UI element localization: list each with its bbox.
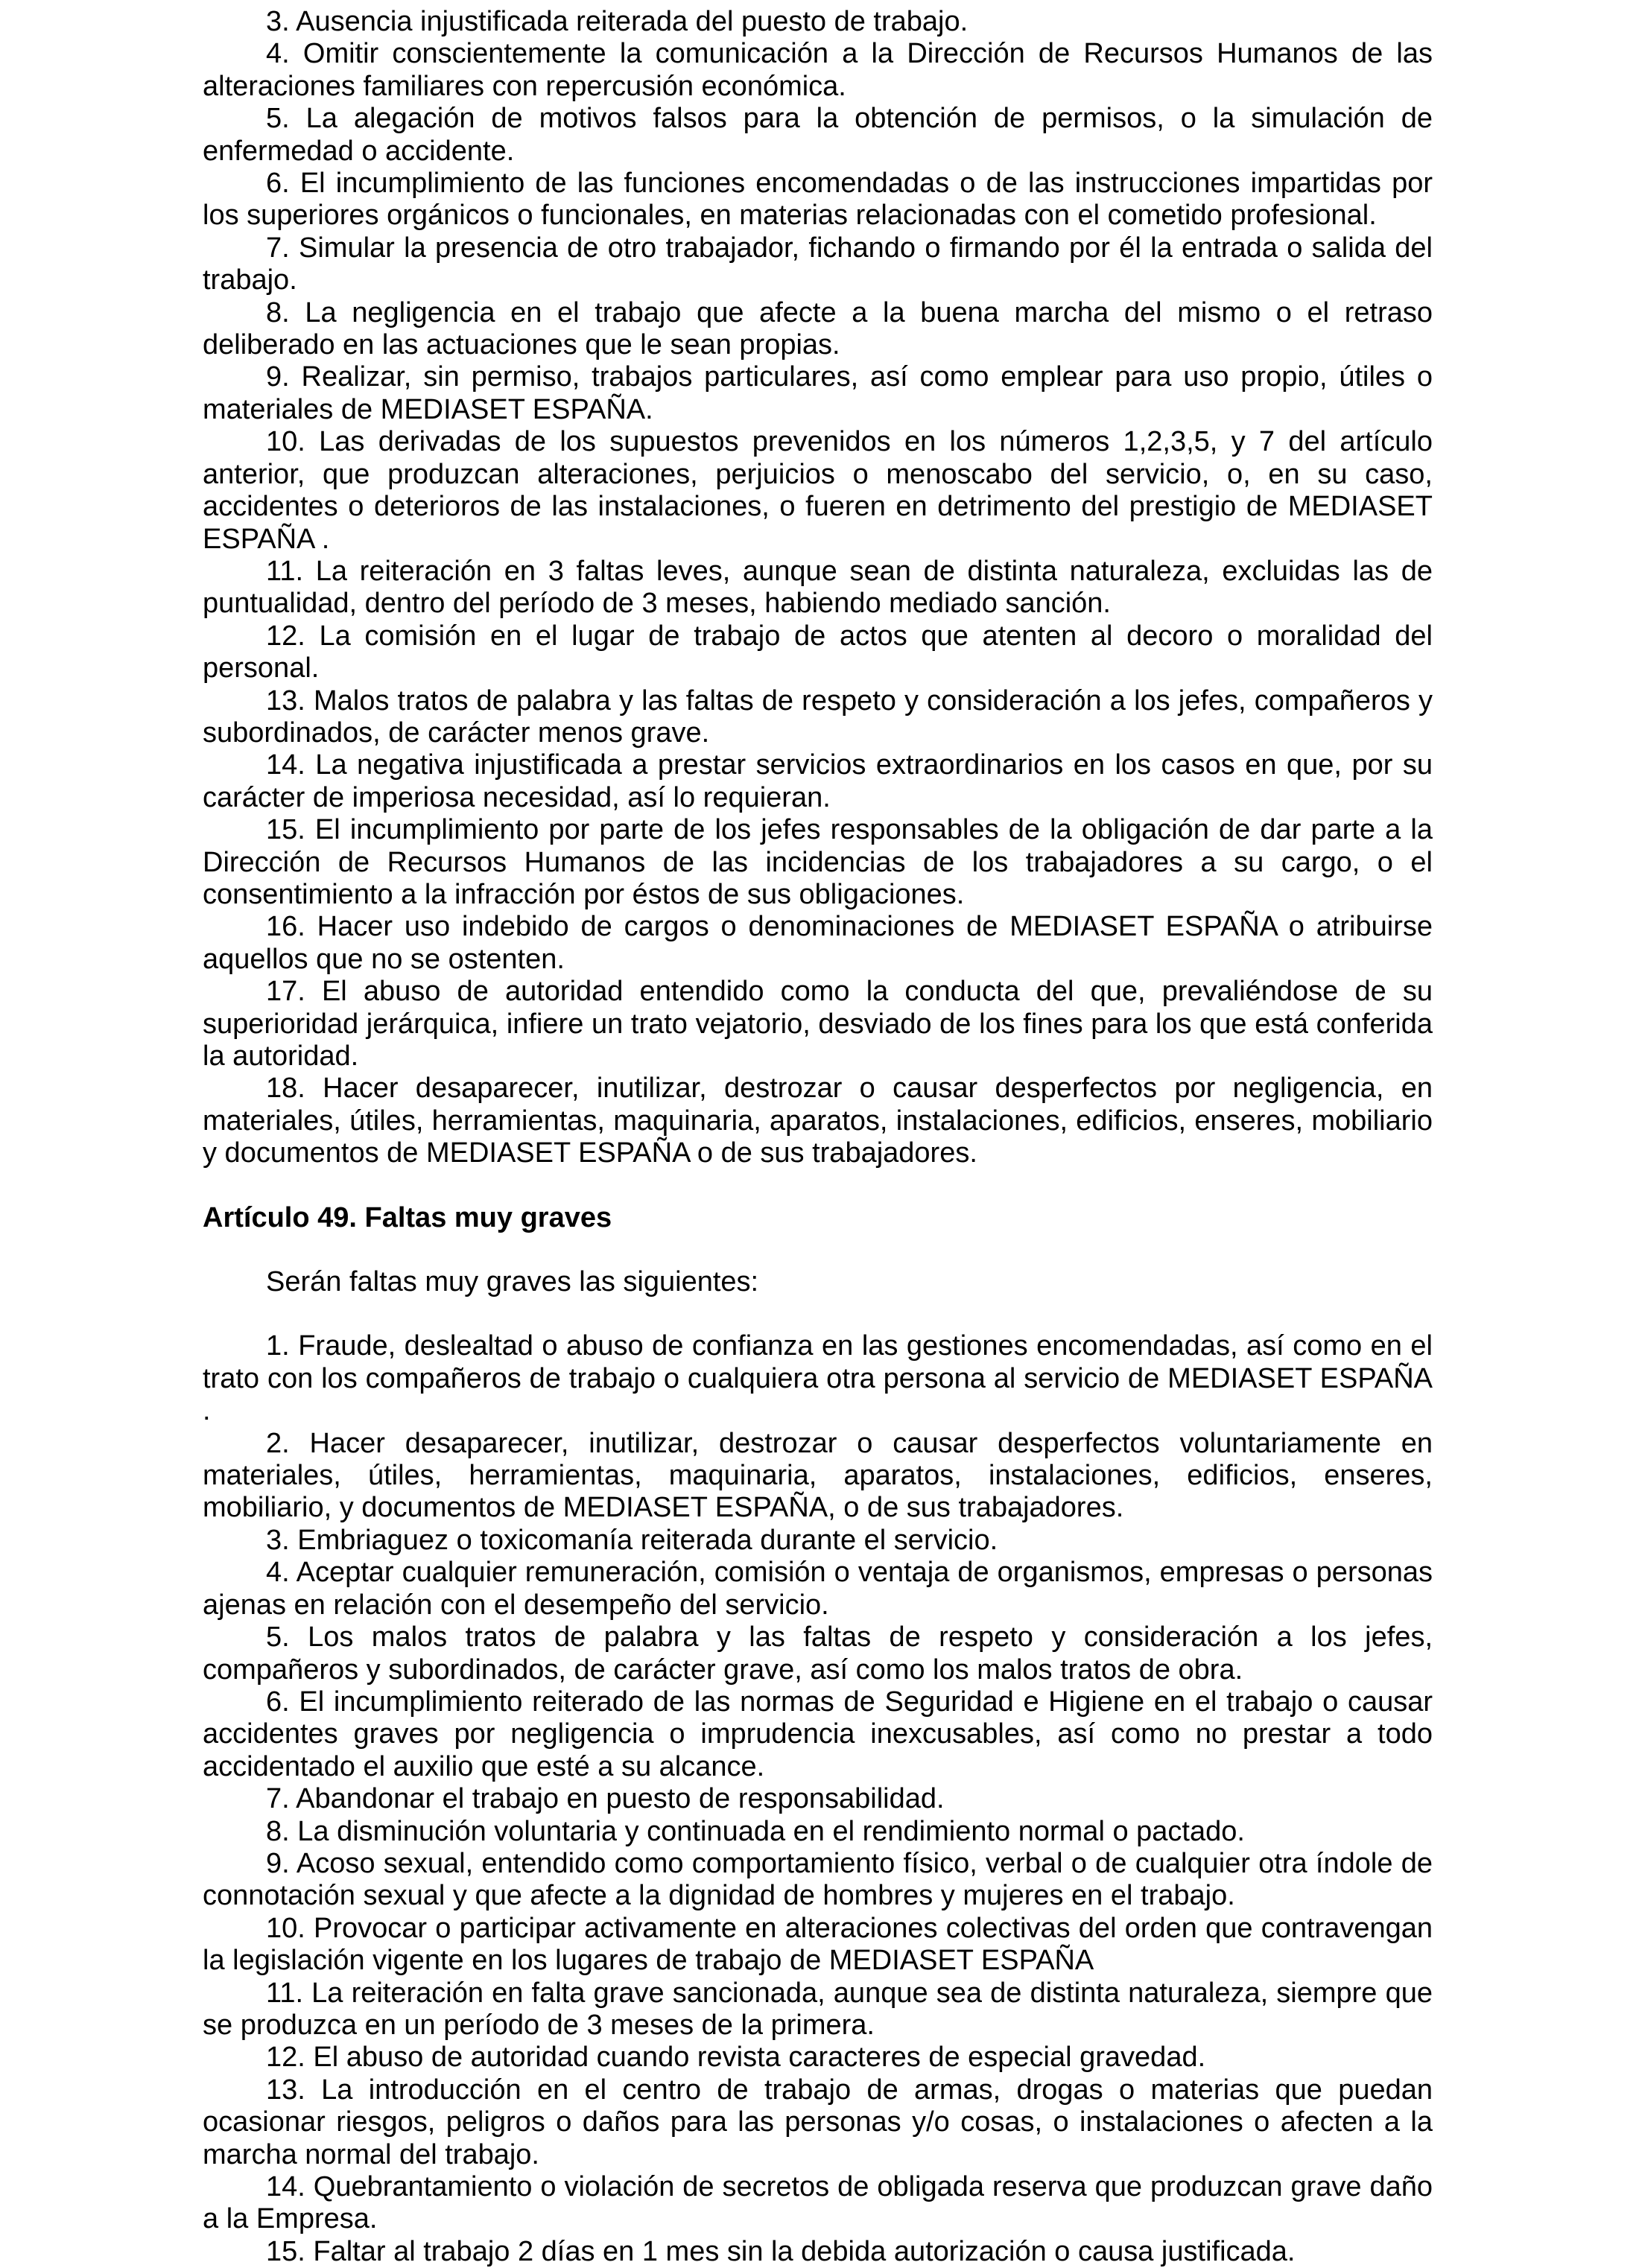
article49-item-1: 1. Fraude, deslealtad o abuso de confianza en las gestiones encomendadas, así como en el trato con los compañeros de trabajo o cualquiera otra persona al servicio de MEDIASET ESPAÑA . bbox=[203, 1330, 1433, 1427]
article48-item-6: 6. El incumplimiento de las funciones encomendadas o de las instrucciones impartidas por los superiores orgánicos o funcionales, en materias relacionadas con el cometido profesional. bbox=[203, 168, 1433, 232]
article48-item-13: 13. Malos tratos de palabra y las faltas de respeto y consideración a los jefes, compañeros y subordinados, de carácter menos grave. bbox=[203, 684, 1433, 749]
article48-item-4: 4. Omitir conscientemente la comunicación a la Dirección de Recursos Humanos de las alteraciones familiares con repercusión económica. bbox=[203, 38, 1433, 102]
article49-item-5: 5. Los malos tratos de palabra y las faltas de respeto y consideración a los jefes, compañeros y subordinados, de carácter grave, así como los malos tratos de obra. bbox=[203, 1621, 1433, 1686]
article49-heading: Artículo 49. Faltas muy graves bbox=[203, 1201, 612, 1233]
article49-item-12: 12. El abuso de autoridad cuando revista caracteres de especial gravedad. bbox=[266, 2042, 1206, 2074]
article48-item-17: 17. El abuso de autoridad entendido como la conducta del que, prevaliéndose de su superioridad jerárquica, infiere un trato vejatorio, desviado de los fines para los que está conferida la autoridad. bbox=[203, 976, 1433, 1072]
article48-item-15: 15. El incumplimiento por parte de los jefes responsables de la obligación de dar parte a la Dirección de Recursos Humanos de las incidencias de los trabajadores a su cargo, o el consentimiento a la infracción por éstos de sus obligaciones. bbox=[203, 814, 1433, 910]
article49-item-10: 10. Provocar o participar activamente en alteraciones colectivas del orden que contravengan la legislación vigente en los lugares de trabajo de MEDIASET ESPAÑA bbox=[203, 1912, 1433, 1977]
article49-item-14: 14. Quebrantamiento o violación de secretos de obligada reserva que produzcan grave daño a la Empresa. bbox=[203, 2171, 1433, 2235]
article48-item-10: 10. Las derivadas de los supuestos prevenidos en los números 1,2,3,5, y 7 del artículo anterior, que produzcan alteraciones, perjuicios o menoscabo del servicio, o, en su caso, accidentes o deterioros de las instalaciones, o fueren en detrimento del prestigio de MEDIASET ESPAÑA . bbox=[203, 426, 1433, 555]
article49-item-9: 9. Acoso sexual, entendido como comportamiento físico, verbal o de cualquier otra índole de connotación sexual y que afecte a la dignidad de hombres y mujeres en el trabajo. bbox=[203, 1847, 1433, 1912]
article49-item-11: 11. La reiteración en falta grave sancionada, aunque sea de distinta naturaleza, siempre que se produzca en un período de 3 meses de la primera. bbox=[203, 1977, 1433, 2041]
text-block bbox=[203, 6, 1433, 2268]
article48-item-18: 18. Hacer desaparecer, inutilizar, destrozar o causar desperfectos por negligencia, en materiales, útiles, herramientas, maquinaria, aparatos, instalaciones, edificios, enseres, mobiliario y documentos de MEDIASET ESPAÑA o de sus trabajadores. bbox=[203, 1073, 1433, 1169]
article48-item-14: 14. La negativa injustificada a prestar servicios extraordinarios en los casos en que, por su carácter de imperiosa necesidad, así lo requieran. bbox=[203, 749, 1433, 813]
article48-item-5: 5. La alegación de motivos falsos para la obtención de permisos, o la simulación de enfermedad o accidente. bbox=[203, 103, 1433, 167]
article49-item-7: 7. Abandonar el trabajo en puesto de responsabilidad. bbox=[266, 1783, 945, 1815]
article49-item-6: 6. El incumplimiento reiterado de las normas de Seguridad e Higiene en el trabajo o causar accidentes graves por negligencia o imprudencia inexcusables, así como no prestar a todo accidentado el auxilio que esté a su alcance. bbox=[203, 1686, 1433, 1782]
article49-item-13: 13. La introducción en el centro de trabajo de armas, drogas o materias que puedan ocasionar riesgos, peligros o daños para las personas y/o cosas, o instalaciones o afecten a la marcha normal del trabajo. bbox=[203, 2074, 1433, 2170]
article48-item-16: 16. Hacer uso indebido de cargos o denominaciones de MEDIASET ESPAÑA o atribuirse aquellos que no se ostenten. bbox=[203, 911, 1433, 975]
article49-item-3: 3. Embriaguez o toxicomanía reiterada durante el servicio. bbox=[266, 1524, 998, 1556]
article48-item-12: 12. La comisión en el lugar de trabajo de actos que atenten al decoro o moralidad del personal. bbox=[203, 620, 1433, 684]
article48-item-9: 9. Realizar, sin permiso, trabajos particulares, así como emplear para uso propio, útiles o materiales de MEDIASET ESPAÑA. bbox=[203, 361, 1433, 425]
article49-item-8: 8. La disminución voluntaria y continuada en el rendimiento normal o pactado. bbox=[266, 1815, 1245, 1847]
article49-item-4: 4. Aceptar cualquier remuneración, comisión o ventaja de organismos, empresas o personas ajenas en relación con el desempeño del servicio. bbox=[203, 1557, 1433, 1621]
article48-item-11: 11. La reiteración en 3 faltas leves, aunque sean de distinta naturaleza, excluidas las de puntualidad, dentro del período de 3 meses, habiendo mediado sanción. bbox=[203, 555, 1433, 620]
article49-intro: Serán faltas muy graves las siguientes: bbox=[266, 1266, 759, 1298]
article48-item-8: 8. La negligencia en el trabajo que afecte a la buena marcha del mismo o el retraso deliberado en las actuaciones que le sean propias. bbox=[203, 296, 1433, 361]
article49-item-15: 15. Faltar al trabajo 2 días en 1 mes sin la debida autorización o causa justificada. bbox=[266, 2235, 1296, 2267]
article48-item-3: 3. Ausencia injustificada reiterada del puesto de trabajo. bbox=[266, 6, 968, 37]
article48-item-7: 7. Simular la presencia de otro trabajador, fichando o firmando por él la entrada o salida del trabajo. bbox=[203, 232, 1433, 296]
article49-item-2: 2. Hacer desaparecer, inutilizar, destrozar o causar desperfectos voluntariamente en materiales, útiles, herramientas, maquinaria, aparatos, instalaciones, edificios, enseres, mobiliario, y documentos de MEDIASET ESPAÑA, o de sus trabajadores. bbox=[203, 1427, 1433, 1524]
